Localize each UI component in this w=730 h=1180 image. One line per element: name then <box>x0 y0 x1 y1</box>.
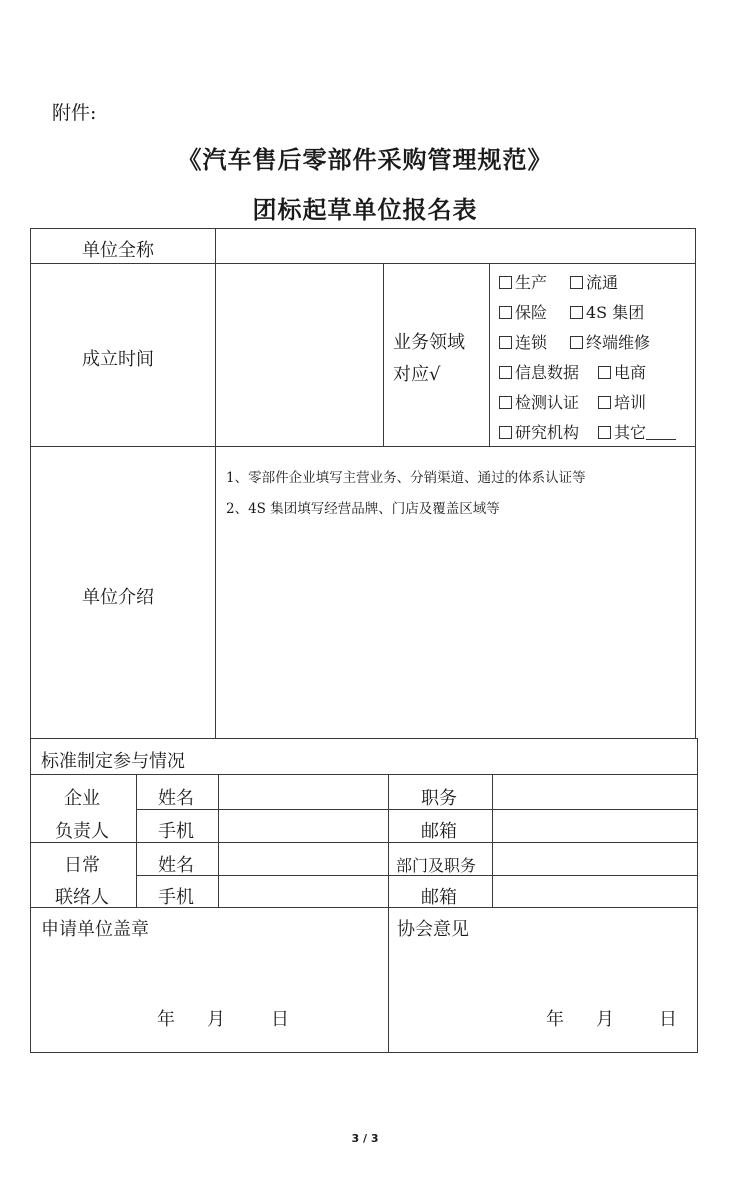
other-blank-line[interactable] <box>646 425 676 440</box>
enterprise-label: 企业 <box>64 788 100 809</box>
checkbox-icon <box>499 306 512 319</box>
checkbox-icon <box>570 306 583 319</box>
checkbox-icon <box>499 396 512 409</box>
option-chain[interactable]: 连锁 <box>499 330 547 353</box>
association-opinion-label: 协会意见 <box>397 919 469 940</box>
checkbox-icon <box>598 396 611 409</box>
option-production[interactable]: 生产 <box>499 270 547 293</box>
option-research-institution[interactable]: 研究机构 <box>499 420 579 443</box>
option-ecommerce[interactable]: 电商 <box>598 360 646 383</box>
checkbox-icon <box>598 426 611 439</box>
checkbox-icon <box>499 426 512 439</box>
applicant-seal-label: 申请单位盖章 <box>41 919 149 940</box>
responsible-position-label: 职务 <box>421 788 457 809</box>
option-training[interactable]: 培训 <box>598 390 646 413</box>
contact-email-label: 邮箱 <box>421 887 457 908</box>
responsible-email-label: 邮箱 <box>421 821 457 842</box>
responsible-mobile-label: 手机 <box>158 821 194 842</box>
option-4s-group[interactable]: 4S 集团 <box>570 300 644 323</box>
established-time-label: 成立时间 <box>82 349 154 370</box>
unit-full-name-label: 单位全称 <box>82 240 154 261</box>
contact-department-position-label: 部门及职务 <box>396 856 477 875</box>
responsible-person-label: 负责人 <box>55 821 109 842</box>
month-label: 月 <box>207 1009 225 1030</box>
business-field-suffix: 对应√ <box>393 364 441 385</box>
checkbox-icon <box>570 336 583 349</box>
attachment-label: 附件: <box>52 102 97 124</box>
business-field-label: 业务领域 <box>393 332 465 353</box>
option-other[interactable]: 其它 <box>598 420 676 443</box>
contact-person-label: 联络人 <box>55 887 109 908</box>
option-circulation[interactable]: 流通 <box>570 270 618 293</box>
intro-note-2: 2、4S 集团填写经营品牌、门店及覆盖区域等 <box>226 501 500 517</box>
day-label: 日 <box>659 1009 677 1030</box>
month-label: 月 <box>596 1009 614 1030</box>
option-information-data[interactable]: 信息数据 <box>499 360 579 383</box>
responsible-name-label: 姓名 <box>158 788 194 809</box>
unit-intro-label: 单位介绍 <box>82 587 154 608</box>
standard-participation-label: 标准制定参与情况 <box>41 751 185 772</box>
year-label: 年 <box>157 1009 175 1030</box>
option-insurance[interactable]: 保险 <box>499 300 547 323</box>
contact-mobile-label: 手机 <box>158 887 194 908</box>
form-title: 团标起草单位报名表 <box>252 195 478 224</box>
checkbox-icon <box>499 336 512 349</box>
document-title: 《汽车售后零部件采购管理规范》 <box>177 145 553 174</box>
option-terminal-repair[interactable]: 终端维修 <box>570 330 650 353</box>
intro-note-1: 1、零部件企业填写主营业务、分销渠道、通过的体系认证等 <box>226 470 586 486</box>
day-label: 日 <box>271 1009 289 1030</box>
year-label: 年 <box>546 1009 564 1030</box>
checkbox-icon <box>499 366 512 379</box>
option-inspection-certification[interactable]: 检测认证 <box>499 390 579 413</box>
page-number: 3 / 3 <box>351 1132 379 1145</box>
checkbox-icon <box>570 276 583 289</box>
checkbox-icon <box>598 366 611 379</box>
daily-label: 日常 <box>64 855 100 876</box>
contact-name-label: 姓名 <box>158 855 194 876</box>
checkbox-icon <box>499 276 512 289</box>
